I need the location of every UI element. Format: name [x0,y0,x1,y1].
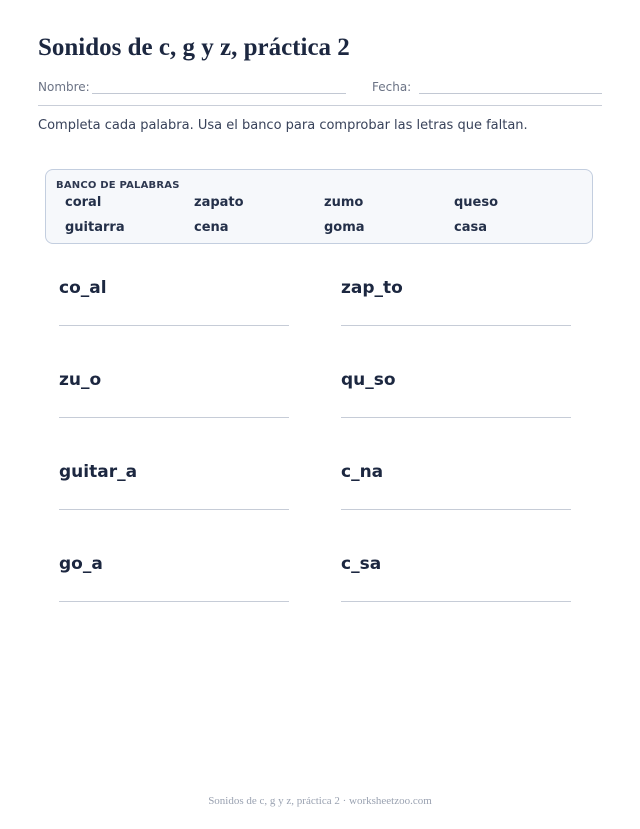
answer-line[interactable] [341,325,571,326]
word-bank-title: BANCO DE PALABRAS [56,180,180,191]
exercise-prompt: zu_o [59,370,102,390]
word-bank-word: cena [194,220,229,235]
date-label: Fecha: [372,80,412,94]
exercise-prompt: qu_so [341,370,396,390]
exercise-prompt: c_sa [341,554,382,574]
instructions: Completa cada palabra. Usa el banco para comprobar las letras que faltan. [38,118,528,133]
name-line [92,93,346,94]
name-date-row [38,78,602,98]
exercise-prompt: go_a [59,554,103,574]
exercise-prompt: c_na [341,462,384,482]
exercise-item [341,278,571,338]
word-bank-word: casa [454,220,487,235]
word-bank-word: goma [324,220,365,235]
word-bank-word: guitarra [65,220,125,235]
date-line [419,93,602,94]
page-footer: Sonidos de c, g y z, práctica 2 · worksheetzoo.com [208,795,432,807]
exercise-item [59,462,289,522]
word-bank [45,169,593,244]
worksheet-title: Sonidos de c, g y z, práctica 2 [38,34,350,61]
answer-line[interactable] [59,417,289,418]
answer-line[interactable] [59,601,289,602]
exercise-item [59,554,289,614]
answer-line[interactable] [341,509,571,510]
word-bank-word: zumo [324,195,364,210]
name-label: Nombre: [38,80,90,94]
exercise-item [59,370,289,430]
word-bank-word: coral [65,195,102,210]
answer-line[interactable] [341,417,571,418]
word-bank-word: zapato [194,195,244,210]
exercise-item [341,554,571,614]
word-bank-word: queso [454,195,499,210]
exercise-prompt: zap_to [341,278,403,298]
exercise-item [59,278,289,338]
answer-line[interactable] [59,509,289,510]
exercise-prompt: guitar_a [59,462,138,482]
exercise-item [341,370,571,430]
header-divider [38,105,602,106]
answer-line[interactable] [341,601,571,602]
exercise-item [341,462,571,522]
exercise-prompt: co_al [59,278,107,298]
answer-line[interactable] [59,325,289,326]
